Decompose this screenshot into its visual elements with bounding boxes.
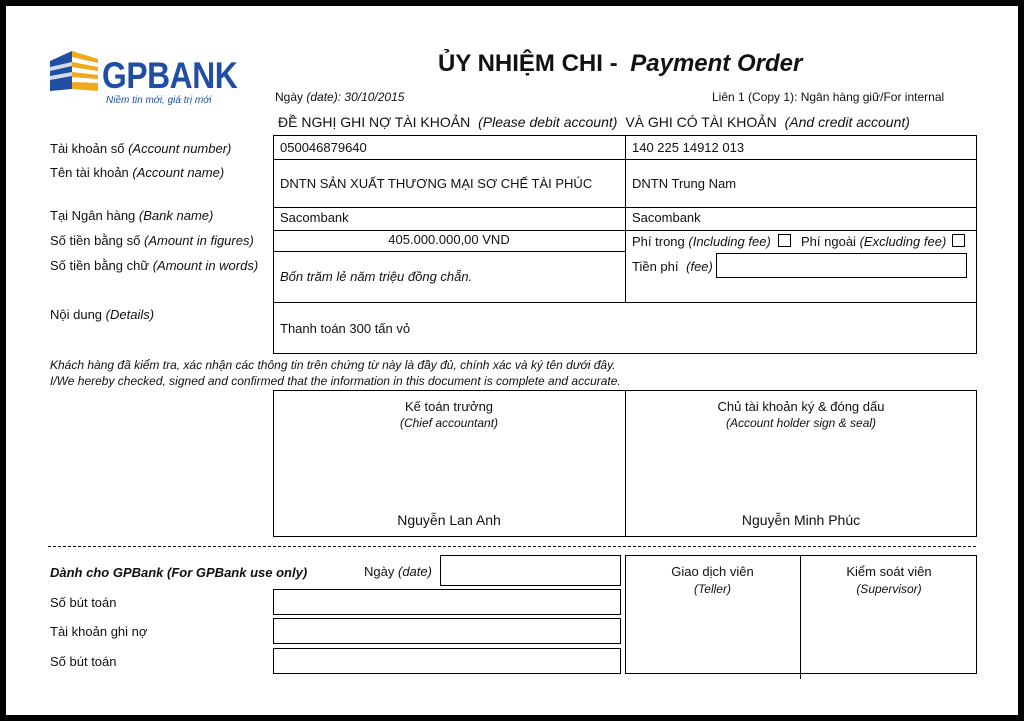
fee-label: Tiền phí (fee) — [632, 259, 713, 274]
amount-figures[interactable]: 405.000.000,00 VND — [388, 232, 510, 247]
debit-account-label: Tài khoản ghi nợ — [50, 624, 148, 639]
bank-use-date-label: Ngày (date) — [364, 564, 432, 579]
fee-input[interactable] — [716, 253, 967, 278]
debit-account-name[interactable]: DNTN SẢN XUẤT THƯƠNG MẠI SƠ CHẾ TÀI PHÚC — [280, 176, 593, 191]
label-details: Nội dung (Details) — [50, 307, 155, 322]
page-title: ỦY NHIỆM CHI - Payment Order — [438, 50, 803, 77]
fee-including-checkbox[interactable] — [778, 234, 791, 247]
label-bank-name: Tại Ngân hàng (Bank name) — [50, 208, 214, 223]
amount-words[interactable]: Bốn trăm lẻ năm triệu đồng chẵn. — [280, 269, 473, 284]
payment-order-form — [6, 6, 1018, 715]
gpbank-logo-icon — [48, 49, 100, 93]
debit-account-number[interactable]: 050046879640 — [280, 140, 367, 155]
cut-line — [48, 546, 976, 547]
chief-accountant-title: Kế toán trưởng — [404, 399, 494, 414]
label-amount-figures: Số tiền bằng số (Amount in figures) — [50, 233, 254, 248]
table-column-divider — [625, 135, 626, 302]
table-row-divider — [273, 207, 977, 208]
confirmation-en: I/We hereby checked, signed and confirmed that the information in this document is complete and accurate. — [50, 374, 621, 388]
supervisor-title-en: (Supervisor) — [856, 582, 922, 596]
entry-number-input[interactable] — [273, 589, 621, 615]
bank-use-title: Dành cho GPBank (For GPBank use only) — [50, 565, 308, 580]
debit-account-input[interactable] — [273, 618, 621, 644]
bank-slogan: Niềm tin mới, giá trị mới — [106, 95, 212, 106]
table-row-divider — [273, 302, 977, 303]
label-account-name: Tên tài khoản (Account name) — [50, 165, 225, 180]
copy-info: Liên 1 (Copy 1): Ngân hàng giữ/For internal — [712, 90, 945, 104]
account-holder-title: Chủ tài khoản ký & đóng dấu — [717, 399, 885, 414]
fee-including-label: Phí trong (Including fee) — [632, 234, 771, 249]
account-holder-title-en: (Account holder sign & seal) — [725, 416, 877, 430]
teller-title: Giao dịch viên — [671, 564, 754, 579]
date-line: Ngày (date): 30/10/2015 — [275, 90, 405, 104]
chief-accountant-title-en: (Chief accountant) — [399, 416, 499, 430]
account-holder-name: Nguyễn Minh Phúc — [741, 512, 861, 528]
entry-number-label-2: Số bút toán — [50, 654, 117, 669]
entry-number-input-2[interactable] — [273, 648, 621, 674]
chief-accountant-name: Nguyễn Lan Anh — [397, 512, 501, 528]
table-row-divider — [273, 159, 977, 160]
credit-account-number[interactable]: 140 225 14912 013 — [632, 140, 745, 155]
label-amount-words: Số tiền bằng chữ (Amount in words) — [50, 258, 259, 273]
confirmation-vn: Khách hàng đã kiểm tra, xác nhận các thông tin trên chứng từ này là đầy đủ, chính xác và ký tên dưới đây. — [50, 358, 616, 372]
entry-number-label: Số bút toán — [50, 595, 117, 610]
credit-bank-name[interactable]: Sacombank — [632, 210, 701, 225]
table-row-divider — [273, 230, 977, 231]
fee-excluding-label: Phí ngoài (Excluding fee) — [801, 234, 947, 249]
debit-bank-name[interactable]: Sacombank — [280, 210, 349, 225]
label-account-number: Tài khoản số (Account number) — [50, 141, 232, 156]
fee-excluding-checkbox[interactable] — [952, 234, 965, 247]
request-line: ĐỀ NGHỊ GHI NỢ TÀI KHOẢN (Please debit account) VÀ GHI CÓ TÀI KHOẢN (And credit account) — [278, 114, 910, 130]
table-row-divider — [273, 251, 625, 252]
teller-title-en: (Teller) — [694, 582, 731, 596]
details-value[interactable]: Thanh toán 300 tấn vỏ — [280, 321, 411, 336]
credit-account-name[interactable]: DNTN Trung Nam — [632, 176, 737, 191]
bank-name: GPBANK — [102, 55, 238, 96]
supervisor-title: Kiểm soát viên — [846, 564, 932, 579]
bank-use-date-input[interactable] — [440, 555, 621, 586]
